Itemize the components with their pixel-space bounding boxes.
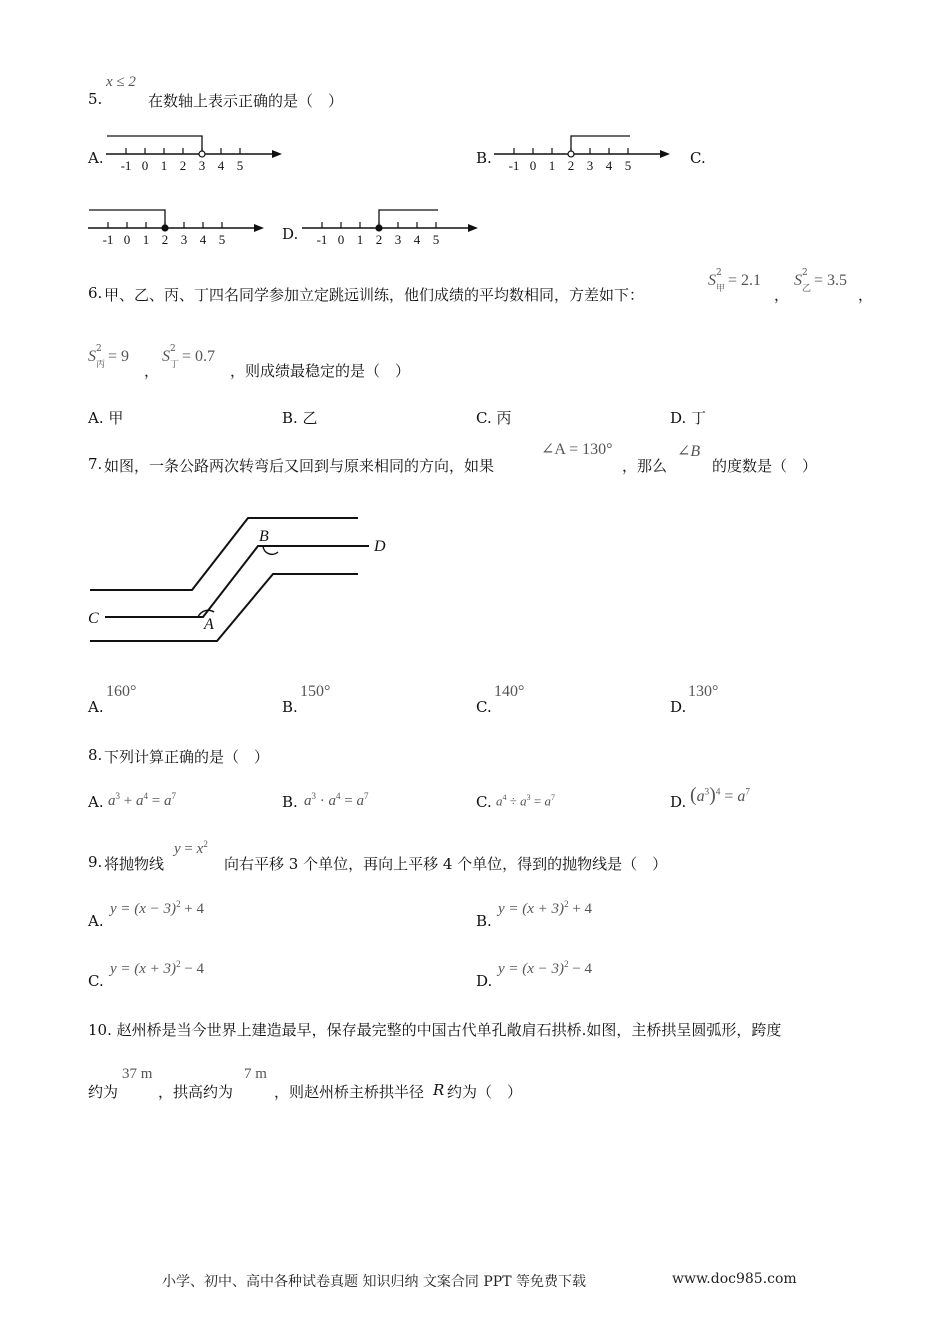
q5-option-d-arrow bbox=[468, 224, 478, 232]
q8-stem: 下列计算正确的是（ ） bbox=[104, 748, 270, 766]
q5-option-c-tick-label: 0 bbox=[123, 232, 131, 247]
q5-option-a-tick-label: 2 bbox=[179, 158, 187, 173]
q5-option-c-endpoint bbox=[162, 225, 168, 231]
q8-option-d-expr: $(a^3)^4 = a^7$ bbox=[690, 784, 750, 806]
q5-option-a-numberline bbox=[100, 128, 290, 178]
point-d-label: D bbox=[374, 538, 386, 555]
q5-number: 5. bbox=[88, 90, 103, 108]
q10-radius-symbol: R bbox=[433, 1081, 445, 1099]
q5-option-d-numberline bbox=[296, 202, 486, 252]
q5-option-a-tick-label: 0 bbox=[141, 158, 149, 173]
q9-number: 9. bbox=[88, 853, 103, 871]
point-c-label: C bbox=[88, 610, 99, 627]
q5-option-b-endpoint bbox=[568, 151, 574, 157]
q8-number: 8. bbox=[88, 746, 103, 764]
q5-inequality: x ≤ 2 bbox=[106, 74, 136, 90]
q9-option-a-expr: $y = (x - 3)^2 + 4$ bbox=[110, 899, 205, 917]
q7-road-figure bbox=[80, 505, 400, 645]
q5-option-a-tick-label: -1 bbox=[120, 158, 132, 173]
q9-option-d-expr: $y = (x - 3)^2 - 4$ bbox=[498, 959, 593, 977]
q8-option-a-label: A. bbox=[88, 793, 104, 811]
q5-option-b-arrow bbox=[660, 150, 670, 158]
point-b-label: B bbox=[259, 528, 269, 545]
q5-option-a-tick-label: 3 bbox=[198, 158, 206, 173]
q5-option-a-arrow bbox=[272, 150, 282, 158]
q6-number: 6. bbox=[88, 284, 103, 302]
q5-option-b-label: B. bbox=[476, 149, 492, 167]
q10-height-value: 7 m bbox=[244, 1066, 267, 1082]
q5-option-b-tick-label: 2 bbox=[567, 158, 575, 173]
q10-stem-line1: 10. 赵州桥是当今世界上建造最早，保存最完整的中国古代单孔敞肩石拱桥.如图，主桥拱呈圆弧形，跨度 bbox=[88, 1021, 782, 1039]
q5-option-d-endpoint bbox=[376, 225, 382, 231]
q5-option-b-tick-label: 0 bbox=[529, 158, 537, 173]
q6-variance-jia: S 2 甲 = 2.1 bbox=[708, 268, 762, 294]
q5-option-c-numberline bbox=[82, 202, 272, 252]
q6-option-d: D. 丁 bbox=[670, 409, 707, 427]
q5-option-d-solution-ray bbox=[379, 210, 438, 228]
q9-option-b-label: B. bbox=[476, 912, 492, 930]
q9-parabola: $y = x^2$ bbox=[174, 839, 208, 857]
q5-option-b-tick-label: -1 bbox=[508, 158, 520, 173]
q8-option-b-expr: $a^3 \cdot a^4 = a^7$ bbox=[304, 791, 369, 809]
q9-option-b-expr: $y = (x + 3)^2 + 4$ bbox=[498, 899, 593, 917]
road-bottom-edge bbox=[90, 574, 358, 641]
q6-variance-bing: S 2 丙 = 9 bbox=[88, 344, 130, 370]
q7-stem-a: 如图，一条公路两次转弯后又回到与原来相同的方向，如果 bbox=[104, 457, 495, 475]
q8-option-c-label: C. bbox=[476, 793, 492, 811]
q7-angle-a: ∠A = 130° bbox=[541, 441, 613, 458]
q5-option-c-tick-label: 1 bbox=[142, 232, 150, 247]
q5-option-d-tick-label: -1 bbox=[316, 232, 328, 247]
q5-option-d-tick-label: 3 bbox=[394, 232, 402, 247]
q10-text-4: 约为（ ） bbox=[447, 1083, 523, 1101]
q7-number: 7. bbox=[88, 455, 103, 473]
q6-option-b: B. 乙 bbox=[282, 409, 318, 427]
q5-option-a-tick-label: 4 bbox=[217, 158, 225, 173]
q7-option-a-value: 160° bbox=[106, 683, 137, 700]
q5-option-c-tick-label: 3 bbox=[180, 232, 188, 247]
q9-option-c-expr: $y = (x + 3)^2 - 4$ bbox=[110, 959, 205, 977]
q5-option-d-tick-label: 2 bbox=[375, 232, 383, 247]
q6-variance-ding: S 2 丁 = 0.7 bbox=[162, 344, 216, 370]
point-a-label: A bbox=[204, 616, 214, 633]
q6-stem: 甲、乙、丙、丁四名同学参加立定跳远训练，他们成绩的平均数相同，方差如下： bbox=[104, 286, 645, 304]
q7-option-b-label: B. bbox=[282, 698, 298, 716]
q5-option-b-tick-label: 4 bbox=[605, 158, 613, 173]
q5-option-c-tick-label: 2 bbox=[161, 232, 169, 247]
q7-option-c-value: 140° bbox=[494, 683, 525, 700]
q6-variance-yi: S 2 乙 = 3.5 bbox=[794, 268, 848, 294]
footer-url[interactable]: www.doc985.com bbox=[672, 1271, 797, 1287]
q7-option-d-label: D. bbox=[670, 698, 687, 716]
q5-option-b-tick-label: 1 bbox=[548, 158, 556, 173]
road-center-line bbox=[105, 546, 369, 617]
q9-option-c-label: C. bbox=[88, 972, 104, 990]
q5-stem: 在数轴上表示正确的是（ ） bbox=[148, 92, 344, 110]
q7-stem-b: ，那么 bbox=[622, 457, 668, 475]
q5-option-c-tick-label: 5 bbox=[218, 232, 226, 247]
q5-option-d-tick-label: 1 bbox=[356, 232, 364, 247]
q5-option-d-label: D. bbox=[282, 225, 299, 243]
q5-option-c-label: C. bbox=[690, 149, 706, 167]
q5-option-d-tick-label: 0 bbox=[337, 232, 345, 247]
q9-option-a-label: A. bbox=[88, 912, 104, 930]
q5-option-b-numberline bbox=[488, 128, 678, 178]
q9-option-d-label: D. bbox=[476, 972, 493, 990]
q9-stem-a: 将抛物线 bbox=[104, 855, 165, 873]
q7-option-c-label: C. bbox=[476, 698, 492, 716]
road-top-edge bbox=[90, 518, 358, 590]
q10-text-2: ，拱高约为 bbox=[158, 1083, 234, 1101]
q7-angle-b: ∠B bbox=[677, 443, 701, 460]
q7-option-b-value: 150° bbox=[300, 683, 331, 700]
q5-option-a-tick-label: 1 bbox=[160, 158, 168, 173]
q5-option-a-solution-ray bbox=[107, 136, 202, 154]
q7-option-d-value: 130° bbox=[688, 683, 719, 700]
q5-option-d-tick-label: 4 bbox=[413, 232, 421, 247]
footer-text: 小学、初中、高中各种试卷真题 知识归纳 文案合同 PPT 等免费下载 bbox=[162, 1274, 586, 1290]
q7-stem-c: 的度数是（ ） bbox=[712, 457, 818, 475]
q6-option-a: A. 甲 bbox=[88, 409, 124, 427]
q8-option-b-label: B. bbox=[282, 793, 298, 811]
q9-stem-b: 向右平移 3 个单位，再向上平移 4 个单位，得到的抛物线是（ ） bbox=[224, 855, 668, 873]
q10-span-value: 37 m bbox=[122, 1066, 153, 1082]
q5-option-c-tick-label: -1 bbox=[102, 232, 114, 247]
angle-b-arc bbox=[263, 546, 278, 554]
q8-option-a-expr: $a^3 + a^4 = a^7$ bbox=[108, 791, 176, 809]
q5-option-a-tick-label: 5 bbox=[236, 158, 244, 173]
q5-option-c-tick-label: 4 bbox=[199, 232, 207, 247]
q6-option-c: C. 丙 bbox=[476, 409, 512, 427]
q6-stem-tail: ，则成绩最稳定的是（ ） bbox=[230, 362, 411, 380]
q10-text-3: ，则赵州桥主桥拱半径 bbox=[274, 1083, 425, 1101]
q5-option-b-tick-label: 5 bbox=[624, 158, 632, 173]
q10-text-1: 约为 bbox=[88, 1083, 119, 1101]
q5-option-c-arrow bbox=[254, 224, 264, 232]
q5-option-a-endpoint bbox=[199, 151, 205, 157]
q8-option-c-expr: $a^4 \div a^3 = a^7$ bbox=[496, 793, 555, 809]
q5-option-b-tick-label: 3 bbox=[586, 158, 594, 173]
q8-option-d-label: D. bbox=[670, 793, 687, 811]
q5-option-a-label: A. bbox=[88, 149, 104, 167]
q5-option-d-tick-label: 5 bbox=[432, 232, 440, 247]
q7-option-a-label: A. bbox=[88, 698, 104, 716]
q5-option-b-solution-ray bbox=[571, 136, 630, 154]
